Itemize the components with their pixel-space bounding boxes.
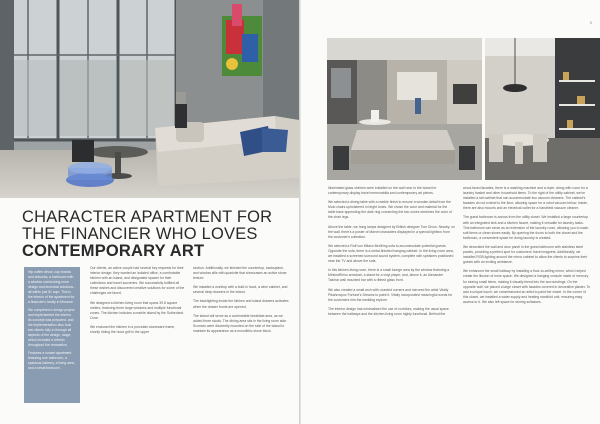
body-paragraph: The guest bathroom is across from the utility closet. We installed a large countertop with an integrated sink and a kitchen faucet, making it versatile for laundry tasks. This bathroom can serve as an extension of the laundry room, allowing you to wash soft items or clean shoes easily. By opening the doors to both the closet and the bathroom, a convenient space for doing laundry is created.: [463, 215, 589, 240]
body-paragraph: wood-faced facades, there is a washing machine and a dryer, along with room for a laundry basket and other household items. To the right of the utility cabinet, we've installed a tall cabinet that can accommodate two vacuum cleaners. The cabinet's facades do not extend to the floor, allowing space for a robot vacuum below. Inside, there are also mounts and an electrical outlet for a handheld vacuum cleaner.: [463, 186, 588, 211]
title-bold-line: CONTEMPORARY ART: [22, 242, 205, 260]
body-paragraph: We designed a kitchen-living room that spans 39.8 square meters, featuring three large windows and multiple functional zones. The kitchen includes a marble island by the Sutherland Cove.: [90, 300, 184, 320]
text-column-4: [463, 186, 591, 418]
living-room-photo: [0, 0, 299, 198]
body-paragraph: We selected a Rolf von Milano BedKing sofa to accommodate potential guests. Opposite the sofa, there is a metal-finished hanging cabinet. In the living room area, we installed a screened surround sound system, complete with speakers positioned near the TV and above the sofa.: [328, 243, 454, 264]
body-paragraph: Illuminated glass shelves were installed on the wall near to the island for contemporary display travel memorabilia and contemporary art pieces.: [328, 186, 437, 196]
body-paragraph: Our clients, an active couple had several key requests for their interior design: they wanted an isolated office, a comfortable kitchen with an island, and designated spaces for their collections and travel souvenirs. We successfully fulfilled all these wishes and discovered creative solutions for some of the challenges we faced.: [90, 266, 185, 296]
kitchen-photo: [327, 38, 482, 180]
dining-photo: [485, 38, 600, 180]
text-column-2: [193, 266, 289, 416]
body-paragraph: We decorated the wall and door panel in the guest bathroom with stainless steel panels, providing a perfect spot for customers' travel magnets. Additionally, we installed RGB lighting around the mirror cabinet to allow the clients to surprise their guests with an inviting ambiance.: [463, 244, 588, 265]
body-paragraph: The interior design has minimalized the use of corridors, making the usual space between the hallways and the kitchen-living room highly functional. Behind the: [328, 306, 449, 316]
title-line-2: THE FINANCIER WHO LOVES: [22, 225, 258, 243]
sidebar-paragraph: Hip coffee décor, cup brands and artworks, a bathroom with a window overlooking more design and technical solutions - all within just 51 sqm. This is the interior of the apartment for a financier's family in Moscow.: [28, 270, 76, 304]
body-paragraph: The island will serve as a comfortable breakfast area, as we added three stools. The dining area sits in the living room side. Sconces were discreetly mounted on the side of the island to maintain its appearance as a monolithic stone block.: [193, 313, 287, 333]
body-paragraph: Above the table, we hung lamps designed by British designer Tom Dixon. Nearby, on the wall, there's a poster of Marvel characters displayed in a special lightbox from the customer's collection.: [328, 224, 455, 239]
body-paragraph: section. Additionally, we finished the countertop, backsplash, and window sills with quartzite that showcases an active stone texture.: [193, 266, 287, 281]
sidebar-paragraph: We completed a design project and implemented the interior. Its concept was prepared, and the implementation also took two clients fully in through all aspects of the design, stage, which included a refresh throughout the renovation.: [28, 308, 75, 347]
body-paragraph: We selected a dining table with a marble finish to ensure a wooden detail from the Molo chairs upholstered in bright tones. We chose the color and material for the table base appending the dark ring connecting the two zones stretches the color of the chair legs.: [328, 200, 452, 220]
body-paragraph: We installed a worktop with a built-in hood, a wine cabinet, and several deep drawers in the island.: [193, 285, 288, 295]
intro-sidebar: [24, 267, 80, 403]
left-page: [0, 0, 299, 424]
body-paragraph: We enclosed the kitchen in a porcelain stoneware frame, shortly hiding the hood grill in the upper: [90, 324, 176, 335]
body-paragraph: The backlighting inside the kitchen and island drawers activates when the drawer fronts are opened.: [193, 299, 289, 309]
right-page: [301, 0, 600, 424]
text-column-1: [90, 266, 186, 416]
body-paragraph: We enhanced the small hallway by installing a floor-to-ceiling mirror, which helped create the illusion of more space. We designed a hanging console made of mercury for storing small items, making it visually blend into the surroundings. On the opposite wall, we placed a large closet with facades covered in decorative plaster. To add a unique touch, we commissioned an artist to paint the closet. In the corner of this closet, we installed a water supply and heating manifold unit, ensuring easy access to it. We also left space for storing suitcases.: [463, 269, 591, 304]
sidebar-paragraph: Features a sunset apartment featuring one bathroom, a spacious balcony, a living area, and a small bedroom.: [28, 351, 75, 370]
article-title: [22, 209, 292, 260]
body-paragraph: We also created a small arch with rounded corners and mirrored the artist Vitaliy Pikahrovpov Fortune's Dreams to paint it. Vitaliy incorporated meaningful words for the customers into the wedding explore.: [328, 287, 453, 302]
text-column-3: [328, 186, 455, 418]
title-line-1: CHARACTER APARTMENT FOR: [22, 208, 273, 226]
body-paragraph: In this kitchen-living room, there is a small lounge area by the window featuring a MinimaRhino armchair, a stand for a vinyl player, and, above it, an Alexander Tatchar wall mounted bar with a ribbed glass front.: [328, 268, 450, 283]
page-number: 0: [589, 20, 592, 25]
